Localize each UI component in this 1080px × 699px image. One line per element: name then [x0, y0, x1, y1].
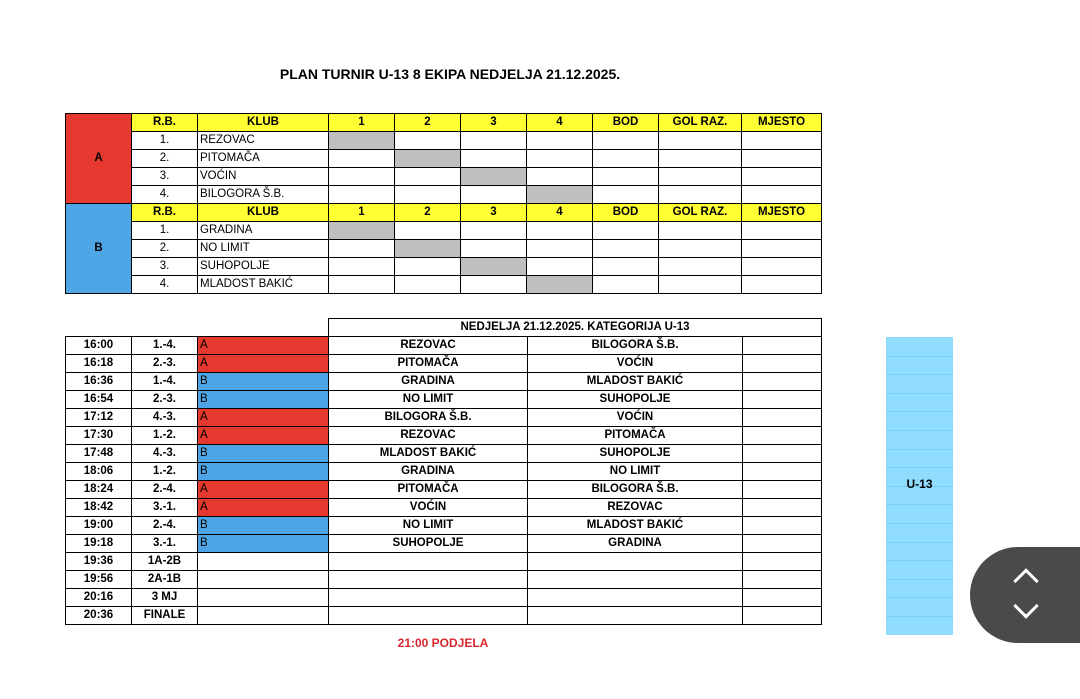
match-pairing: 2.-3.	[132, 391, 198, 409]
match-group: A	[198, 427, 329, 445]
home-team	[329, 607, 528, 625]
match-row	[66, 589, 822, 607]
match-group: A	[198, 355, 329, 373]
match-group: B	[198, 445, 329, 463]
match-pairing: 2.-3.	[132, 355, 198, 373]
result-cell	[395, 186, 461, 204]
score-cell	[743, 571, 822, 589]
home-team: GRADINA	[329, 373, 528, 391]
category-divider	[886, 560, 953, 561]
score-cell	[743, 517, 822, 535]
score-cell	[743, 337, 822, 355]
header-c3: 3	[461, 114, 527, 132]
self-match-cell	[461, 168, 527, 186]
match-time: 17:48	[66, 445, 132, 463]
club-cell: REZOVAC	[198, 132, 329, 150]
header-c4: 4	[527, 204, 593, 222]
score-cell	[743, 481, 822, 499]
match-group: B	[198, 535, 329, 553]
match-time: 20:16	[66, 589, 132, 607]
match-row	[66, 535, 822, 553]
away-team: MLADOST BAKIĆ	[528, 517, 743, 535]
match-row	[66, 427, 822, 445]
match-row	[66, 463, 822, 481]
match-group: A	[198, 481, 329, 499]
score-cell	[743, 373, 822, 391]
away-team: GRADINA	[528, 535, 743, 553]
home-team: MLADOST BAKIĆ	[329, 445, 528, 463]
result-cell	[329, 240, 395, 258]
away-team	[528, 607, 743, 625]
away-team: SUHOPOLJE	[528, 445, 743, 463]
match-group: A	[198, 409, 329, 427]
club-cell: SUHOPOLJE	[198, 258, 329, 276]
result-cell	[527, 258, 593, 276]
match-group: B	[198, 463, 329, 481]
points-cell	[593, 258, 659, 276]
score-cell	[743, 427, 822, 445]
header-c4: 4	[527, 114, 593, 132]
score-cell	[743, 535, 822, 553]
match-pairing: 1.-4.	[132, 373, 198, 391]
match-group	[198, 553, 329, 571]
group-b-label: B	[66, 204, 132, 294]
score-cell	[743, 607, 822, 625]
home-team: NO LIMIT	[329, 517, 528, 535]
goal-diff-cell	[659, 240, 742, 258]
place-cell	[742, 276, 822, 294]
rank-cell: 2.	[132, 150, 198, 168]
header-c2: 2	[395, 114, 461, 132]
result-cell	[461, 150, 527, 168]
match-group: A	[198, 499, 329, 517]
away-team: VOĆIN	[528, 409, 743, 427]
match-group	[198, 571, 329, 589]
result-cell	[329, 168, 395, 186]
header-rb: R.B.	[132, 204, 198, 222]
result-cell	[395, 258, 461, 276]
match-group	[198, 589, 329, 607]
result-cell	[461, 222, 527, 240]
group-b-row	[66, 258, 822, 276]
self-match-cell	[395, 240, 461, 258]
self-match-cell	[527, 186, 593, 204]
category-divider	[886, 411, 953, 412]
group-b-header-row	[66, 204, 822, 222]
category-divider	[886, 523, 953, 524]
club-cell: BILOGORA Š.B.	[198, 186, 329, 204]
match-pairing: 3.-1.	[132, 499, 198, 517]
away-team: BILOGORA Š.B.	[528, 337, 743, 355]
result-cell	[395, 276, 461, 294]
points-cell	[593, 276, 659, 294]
result-cell	[329, 186, 395, 204]
category-divider	[886, 597, 953, 598]
result-cell	[395, 132, 461, 150]
away-team: SUHOPOLJE	[528, 391, 743, 409]
group-b-row	[66, 222, 822, 240]
category-divider	[886, 449, 953, 450]
match-pairing: 4.-3.	[132, 409, 198, 427]
away-team: NO LIMIT	[528, 463, 743, 481]
away-team: VOĆIN	[528, 355, 743, 373]
goal-diff-cell	[659, 168, 742, 186]
schedule-header: NEDJELJA 21.12.2025. KATEGORIJA U-13	[329, 319, 822, 337]
place-cell	[742, 186, 822, 204]
rank-cell: 3.	[132, 168, 198, 186]
points-cell	[593, 186, 659, 204]
group-b-row	[66, 276, 822, 294]
category-divider	[886, 579, 953, 580]
match-time: 16:00	[66, 337, 132, 355]
away-team	[528, 571, 743, 589]
club-cell: PITOMAČA	[198, 150, 329, 168]
score-cell	[743, 355, 822, 373]
group-a-row	[66, 132, 822, 150]
home-team: PITOMAČA	[329, 355, 528, 373]
category-label: U-13	[906, 477, 933, 491]
match-group: A	[198, 337, 329, 355]
match-time: 18:06	[66, 463, 132, 481]
place-cell	[742, 240, 822, 258]
rank-cell: 3.	[132, 258, 198, 276]
self-match-cell	[329, 222, 395, 240]
score-cell	[743, 499, 822, 517]
header-c1: 1	[329, 204, 395, 222]
header-c2: 2	[395, 204, 461, 222]
rank-cell: 4.	[132, 186, 198, 204]
match-time: 16:54	[66, 391, 132, 409]
match-time: 16:18	[66, 355, 132, 373]
place-cell	[742, 150, 822, 168]
group-a-header-row	[66, 114, 822, 132]
result-cell	[395, 222, 461, 240]
goal-diff-cell	[659, 186, 742, 204]
match-pairing: 4.-3.	[132, 445, 198, 463]
home-team: REZOVAC	[329, 427, 528, 445]
header-rb: R.B.	[132, 114, 198, 132]
points-cell	[593, 168, 659, 186]
category-divider	[886, 430, 953, 431]
result-cell	[461, 132, 527, 150]
category-divider	[886, 616, 953, 617]
header-bod: BOD	[593, 204, 659, 222]
away-team	[528, 553, 743, 571]
score-cell	[743, 553, 822, 571]
match-row	[66, 409, 822, 427]
match-row	[66, 391, 822, 409]
match-time: 16:36	[66, 373, 132, 391]
result-cell	[527, 240, 593, 258]
chevron-down-icon[interactable]	[1013, 593, 1038, 618]
result-cell	[527, 168, 593, 186]
header-klub: KLUB	[198, 204, 329, 222]
schedule-table	[65, 318, 822, 625]
away-team: PITOMAČA	[528, 427, 743, 445]
match-pairing: 1.-2.	[132, 463, 198, 481]
result-cell	[461, 240, 527, 258]
club-cell: NO LIMIT	[198, 240, 329, 258]
rank-cell: 1.	[132, 132, 198, 150]
category-divider	[886, 356, 953, 357]
home-team	[329, 589, 528, 607]
home-team: BILOGORA Š.B.	[329, 409, 528, 427]
home-team: SUHOPOLJE	[329, 535, 528, 553]
self-match-cell	[527, 276, 593, 294]
result-cell	[461, 186, 527, 204]
header-c1: 1	[329, 114, 395, 132]
points-cell	[593, 150, 659, 168]
category-divider	[886, 542, 953, 543]
match-row	[66, 355, 822, 373]
club-cell: MLADOST BAKIĆ	[198, 276, 329, 294]
match-pairing: 1.-4.	[132, 337, 198, 355]
away-team	[528, 589, 743, 607]
header-mjesto: MJESTO	[742, 114, 822, 132]
result-cell	[527, 150, 593, 168]
home-team: GRADINA	[329, 463, 528, 481]
place-cell	[742, 222, 822, 240]
score-cell	[743, 445, 822, 463]
home-team: REZOVAC	[329, 337, 528, 355]
match-pairing: 3 MJ	[132, 589, 198, 607]
home-team	[329, 571, 528, 589]
match-pairing: 2.-4.	[132, 517, 198, 535]
score-cell	[743, 589, 822, 607]
self-match-cell	[461, 258, 527, 276]
match-pairing: 1A-2B	[132, 553, 198, 571]
away-team: MLADOST BAKIĆ	[528, 373, 743, 391]
result-cell	[527, 222, 593, 240]
goal-diff-cell	[659, 276, 742, 294]
group-b-row	[66, 240, 822, 258]
place-cell	[742, 168, 822, 186]
match-row	[66, 499, 822, 517]
points-cell	[593, 132, 659, 150]
away-team: BILOGORA Š.B.	[528, 481, 743, 499]
page-title: PLAN TURNIR U-13 8 EKIPA NEDJELJA 21.12.2025.	[279, 66, 621, 82]
match-time: 18:42	[66, 499, 132, 517]
club-cell: GRADINA	[198, 222, 329, 240]
group-a-row	[66, 168, 822, 186]
header-gol: GOL RAZ.	[659, 114, 742, 132]
points-cell	[593, 222, 659, 240]
match-time: 19:56	[66, 571, 132, 589]
match-pairing: 1.-2.	[132, 427, 198, 445]
result-cell	[395, 168, 461, 186]
match-pairing: 2A-1B	[132, 571, 198, 589]
chevron-up-icon[interactable]	[1013, 568, 1038, 593]
match-group: B	[198, 517, 329, 535]
match-time: 19:18	[66, 535, 132, 553]
schedule-header-row	[66, 319, 822, 337]
home-team: NO LIMIT	[329, 391, 528, 409]
header-klub: KLUB	[198, 114, 329, 132]
group-a-label: A	[66, 114, 132, 204]
header-c3: 3	[461, 204, 527, 222]
rank-cell: 4.	[132, 276, 198, 294]
match-pairing: 3.-1.	[132, 535, 198, 553]
rank-cell: 2.	[132, 240, 198, 258]
result-cell	[329, 276, 395, 294]
self-match-cell	[395, 150, 461, 168]
match-time: 20:36	[66, 607, 132, 625]
club-cell: VOĆIN	[198, 168, 329, 186]
goal-diff-cell	[659, 150, 742, 168]
match-time: 17:30	[66, 427, 132, 445]
category-divider	[886, 504, 953, 505]
groups-table	[65, 113, 822, 294]
goal-diff-cell	[659, 258, 742, 276]
header-bod: BOD	[593, 114, 659, 132]
home-team: PITOMAČA	[329, 481, 528, 499]
result-cell	[329, 258, 395, 276]
match-time: 17:12	[66, 409, 132, 427]
score-cell	[743, 409, 822, 427]
header-gol: GOL RAZ.	[659, 204, 742, 222]
match-row	[66, 337, 822, 355]
result-cell	[461, 276, 527, 294]
score-cell	[743, 391, 822, 409]
result-cell	[329, 150, 395, 168]
match-time: 18:24	[66, 481, 132, 499]
category-divider	[886, 467, 953, 468]
match-pairing: 2.-4.	[132, 481, 198, 499]
match-pairing: FINALE	[132, 607, 198, 625]
home-team	[329, 553, 528, 571]
goal-diff-cell	[659, 222, 742, 240]
rank-cell: 1.	[132, 222, 198, 240]
match-row	[66, 373, 822, 391]
place-cell	[742, 132, 822, 150]
match-time: 19:00	[66, 517, 132, 535]
match-row	[66, 571, 822, 589]
category-box	[886, 337, 953, 635]
closing-note: 21:00 PODJELA	[397, 636, 489, 650]
home-team: VOĆIN	[329, 499, 528, 517]
result-cell	[527, 132, 593, 150]
match-group	[198, 607, 329, 625]
group-a-row	[66, 150, 822, 168]
place-cell	[742, 258, 822, 276]
group-a-row	[66, 186, 822, 204]
match-row	[66, 607, 822, 625]
away-team: REZOVAC	[528, 499, 743, 517]
match-row	[66, 553, 822, 571]
match-time: 19:36	[66, 553, 132, 571]
score-cell	[743, 463, 822, 481]
match-row	[66, 445, 822, 463]
category-divider	[886, 393, 953, 394]
match-group: B	[198, 391, 329, 409]
category-divider	[886, 374, 953, 375]
match-row	[66, 481, 822, 499]
goal-diff-cell	[659, 132, 742, 150]
match-group: B	[198, 373, 329, 391]
header-mjesto: MJESTO	[742, 204, 822, 222]
points-cell	[593, 240, 659, 258]
self-match-cell	[329, 132, 395, 150]
scroll-control[interactable]	[970, 547, 1080, 643]
match-row	[66, 517, 822, 535]
